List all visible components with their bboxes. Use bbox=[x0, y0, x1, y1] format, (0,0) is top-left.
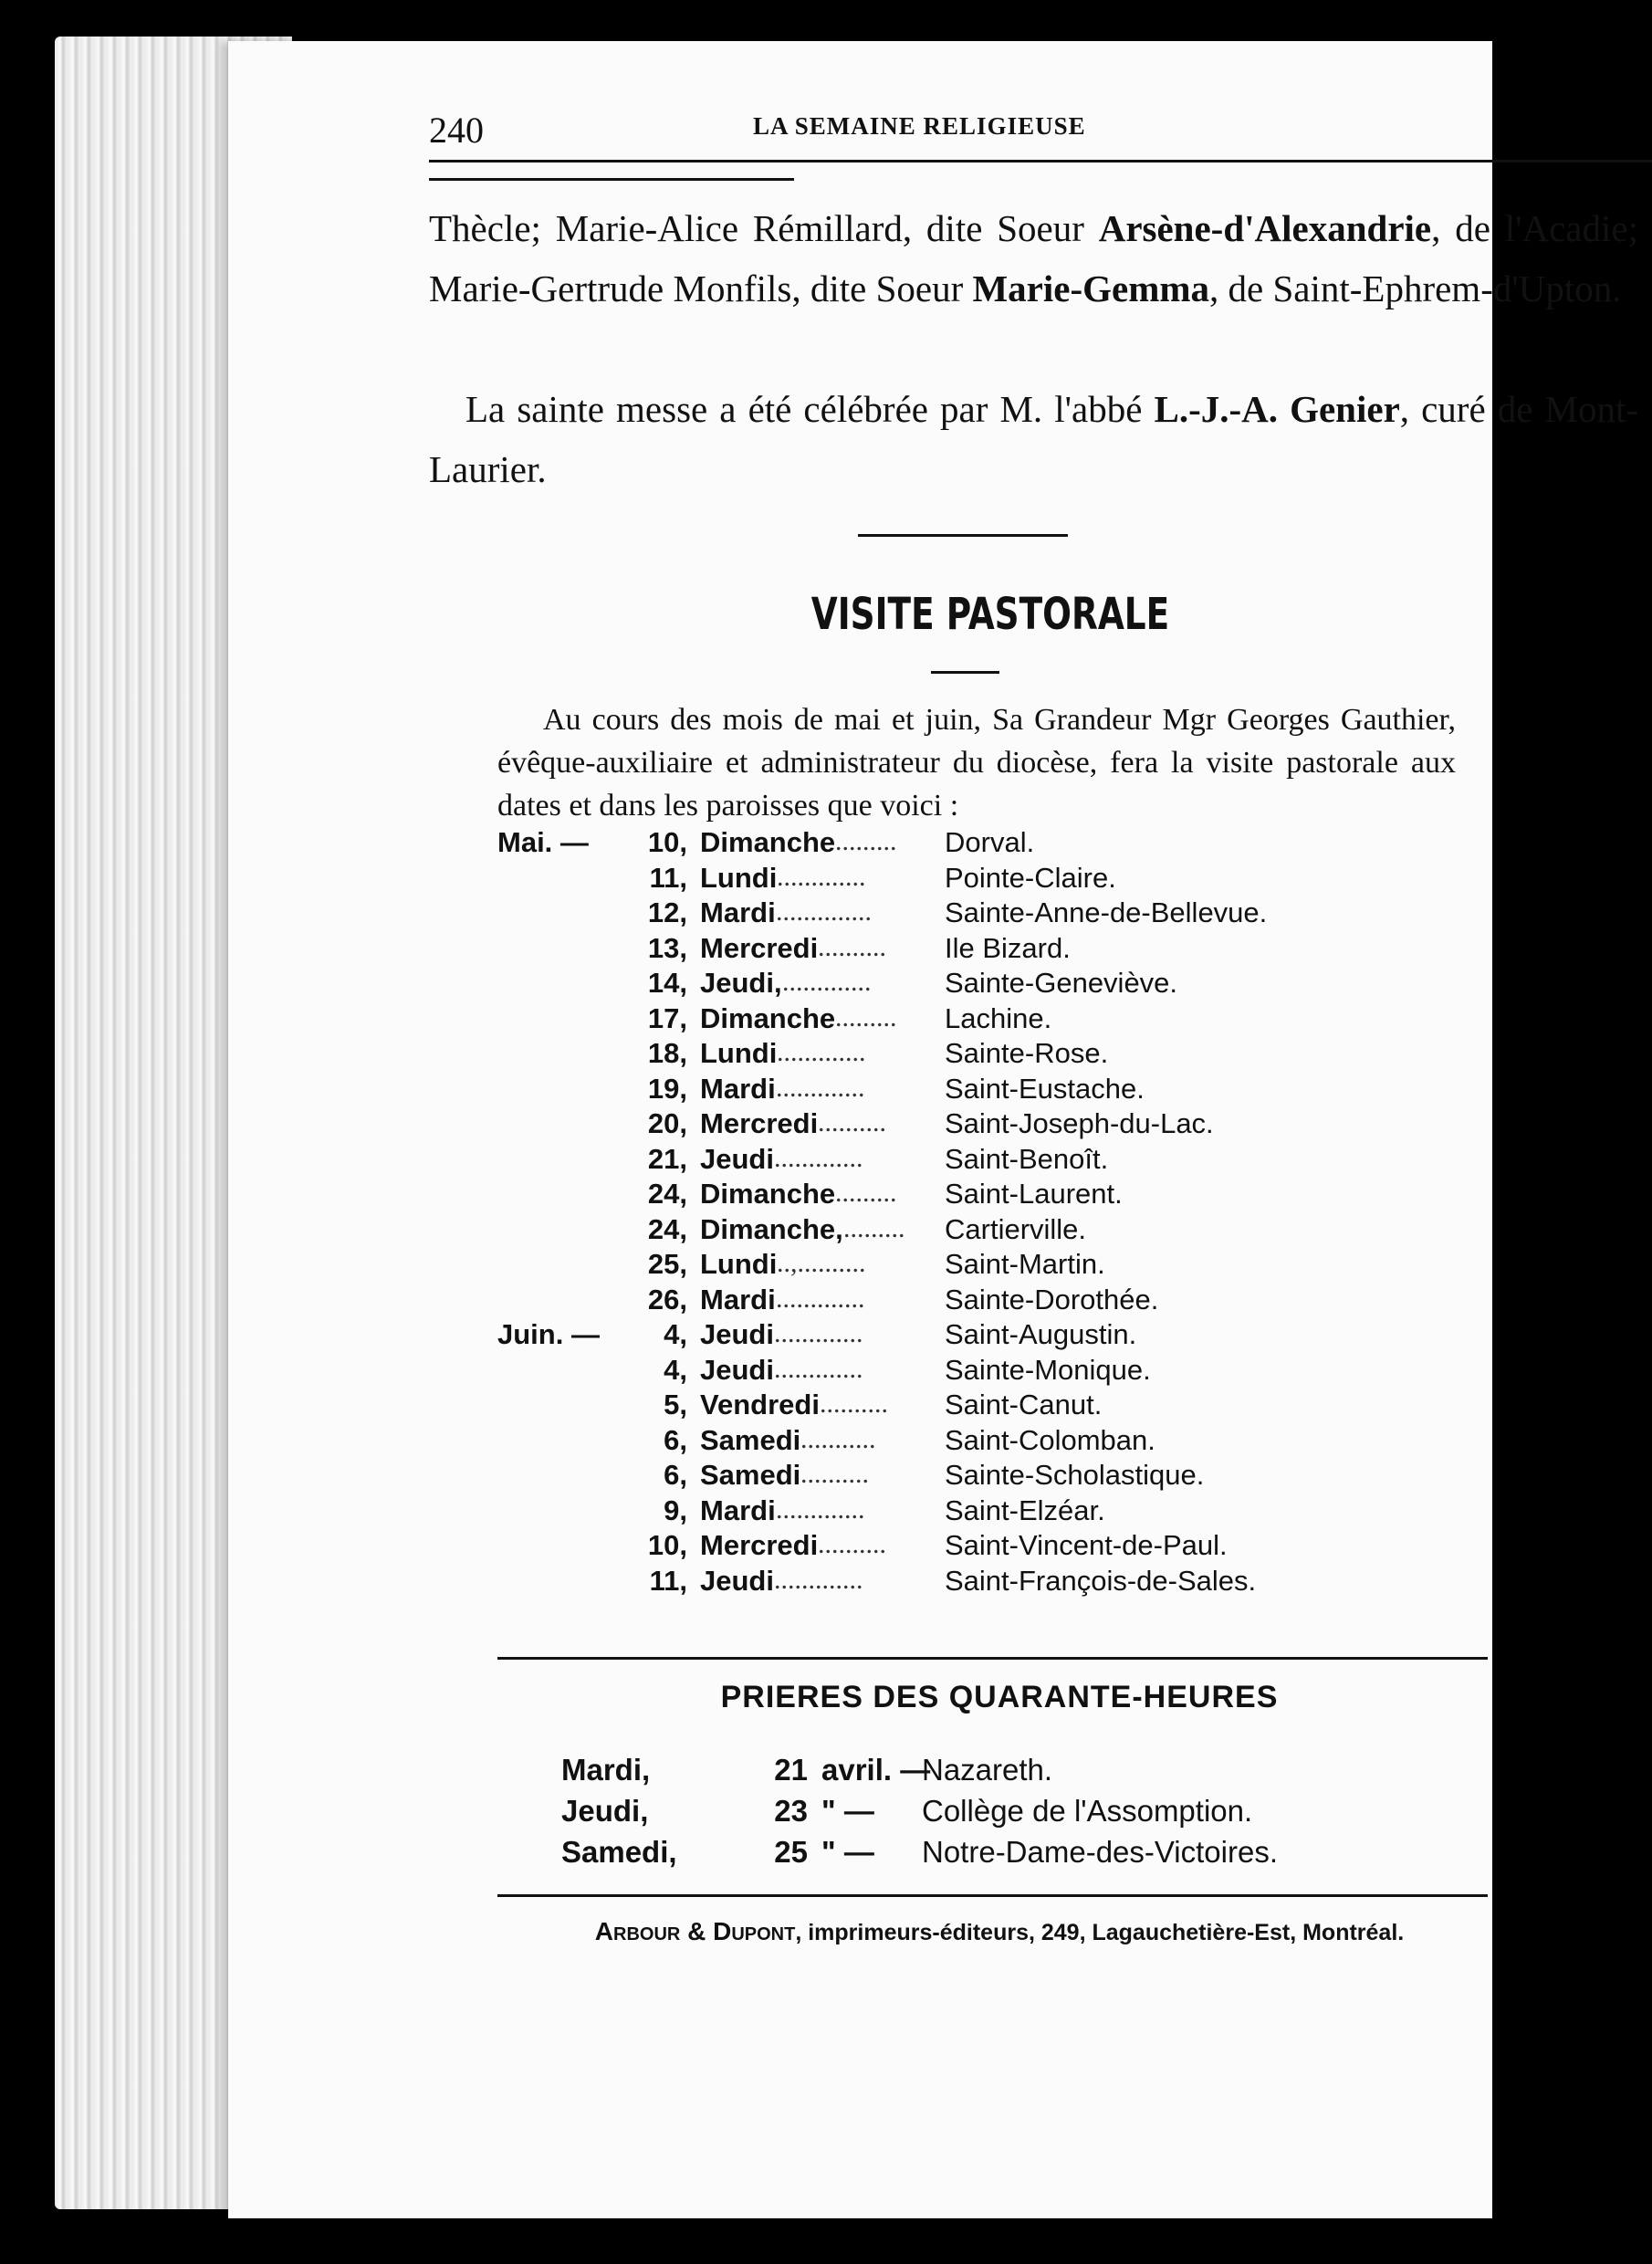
schedule-weekday: Mercredi bbox=[700, 931, 819, 964]
schedule-leader-dots: ............. bbox=[776, 1494, 865, 1525]
schedule-leader-dots: ......... bbox=[835, 1001, 897, 1032]
schedule-leader-dots: ............. bbox=[774, 1353, 863, 1384]
schedule-month: Mai. — bbox=[497, 826, 589, 858]
schedule-parish: Saint-Vincent-de-Paul. bbox=[945, 1529, 1228, 1561]
printer-footer bbox=[497, 1917, 1501, 1946]
schedule-parish: Sainte-Monique. bbox=[945, 1353, 1151, 1386]
schedule-leader-dots: ............. bbox=[774, 1564, 863, 1595]
schedule-leader-dots: ......... bbox=[835, 1178, 897, 1208]
schedule-day: 14, bbox=[647, 967, 687, 999]
mass-text-1: La sainte messe a été célébrée par M. l'abbé bbox=[465, 388, 1155, 430]
visite-intro bbox=[497, 698, 1456, 827]
schedule-parish: Saint-Augustin. bbox=[945, 1318, 1137, 1350]
schedule-day: 11, bbox=[649, 1564, 687, 1597]
schedule-month: Juin. — bbox=[497, 1318, 600, 1350]
schedule-weekday: Jeudi bbox=[700, 1318, 774, 1350]
continued-name-1: Arsène-d'Alexandrie bbox=[1098, 207, 1432, 249]
qh-place: Collège de l'Assomption. bbox=[922, 1794, 1253, 1828]
schedule-day: 26, bbox=[647, 1283, 687, 1315]
qh-day: 25 bbox=[774, 1835, 808, 1869]
schedule-weekday: Mercredi bbox=[700, 1529, 819, 1561]
schedule-parish: Saint-François-de-Sales. bbox=[945, 1564, 1257, 1597]
title-underline bbox=[931, 671, 999, 674]
schedule-day: 18, bbox=[647, 1037, 687, 1069]
continued-name-2: Marie-Gemma bbox=[972, 267, 1210, 309]
schedule-parish: Saint-Elzéar. bbox=[945, 1494, 1105, 1526]
schedule-leader-dots: ............. bbox=[774, 1318, 863, 1348]
schedule-parish: Lachine. bbox=[945, 1001, 1052, 1034]
schedule-bottom-rule bbox=[497, 1657, 1488, 1660]
printer-address: , imprimeurs-éditeurs, 249, Lagauchetière-Est, Montréal. bbox=[795, 1920, 1405, 1945]
schedule-parish: Dorval. bbox=[945, 826, 1035, 858]
schedule-weekday: Samedi bbox=[700, 1459, 801, 1491]
qh-month: avril. — bbox=[821, 1753, 931, 1787]
schedule-weekday: Jeudi bbox=[700, 1564, 774, 1597]
qh-weekday: Mardi, bbox=[561, 1753, 651, 1787]
schedule-leader-dots: ............. bbox=[774, 1142, 863, 1173]
schedule-day: 24, bbox=[647, 1212, 687, 1245]
schedule-parish: Saint-Eustache. bbox=[945, 1072, 1145, 1105]
continued-paragraph bbox=[429, 198, 1638, 319]
schedule-parish: Pointe-Claire. bbox=[945, 861, 1116, 894]
schedule-day: 19, bbox=[647, 1072, 687, 1105]
schedule-leader-dots: ......... bbox=[843, 1212, 905, 1243]
schedule-weekday: Vendredi bbox=[700, 1389, 820, 1420]
page-number: 240 bbox=[429, 110, 484, 151]
schedule-weekday: Lundi bbox=[700, 1248, 778, 1280]
running-title: LA SEMAINE RELIGIEUSE bbox=[753, 112, 1086, 140]
schedule-parish: Saint-Canut. bbox=[945, 1389, 1103, 1420]
schedule-parish: Saint-Martin. bbox=[945, 1248, 1105, 1280]
schedule-leader-dots: .......... bbox=[800, 1459, 869, 1489]
schedule-leader-dots: ............. bbox=[777, 861, 866, 892]
schedule-leader-dots: .......... bbox=[818, 1529, 886, 1559]
continued-text-1: Thècle; Marie-Alice Rémillard, dite Soeur bbox=[429, 207, 1099, 249]
running-header bbox=[429, 105, 1652, 162]
schedule-weekday: Jeudi, bbox=[700, 967, 782, 999]
schedule-parish: Sainte-Anne-de-Bellevue. bbox=[945, 896, 1268, 928]
schedule-leader-dots: ......... bbox=[835, 826, 897, 856]
schedule-day: 6, bbox=[664, 1459, 687, 1491]
schedule-weekday: Mardi bbox=[700, 1072, 776, 1105]
schedule-day: 24, bbox=[647, 1178, 687, 1210]
quarante-heures-title: PRIERES DES QUARANTE-HEURES bbox=[720, 1680, 1279, 1714]
qh-place: Nazareth. bbox=[922, 1753, 1053, 1787]
schedule-leader-dots: .............. bbox=[776, 896, 872, 927]
schedule-parish: Saint-Joseph-du-Lac. bbox=[945, 1107, 1214, 1139]
qh-day: 23 bbox=[774, 1794, 808, 1828]
schedule-day: 11, bbox=[649, 861, 687, 894]
schedule-parish: Sainte-Scholastique. bbox=[945, 1459, 1205, 1491]
schedule-weekday: Mardi bbox=[700, 1283, 776, 1315]
schedule-day: 21, bbox=[647, 1142, 687, 1175]
qh-weekday: Samedi, bbox=[561, 1835, 677, 1869]
schedule-leader-dots: .......... bbox=[820, 1389, 888, 1419]
schedule-day: 4, bbox=[664, 1318, 687, 1350]
schedule-day: 10, bbox=[647, 826, 687, 858]
schedule-day: 12, bbox=[647, 896, 687, 928]
mass-text-2: , curé de Mont-Laurier. bbox=[429, 388, 1638, 490]
schedule-weekday: Dimanche bbox=[700, 826, 836, 858]
continued-text-2: , de l'Acadie; Marie-Gertrude Monfils, dite Soeur bbox=[429, 207, 1638, 309]
schedule-weekday: Dimanche bbox=[700, 1178, 836, 1210]
schedule-weekday: Mardi bbox=[700, 1494, 776, 1526]
book-page bbox=[228, 41, 1638, 2218]
schedule-leader-dots: ............. bbox=[776, 1072, 865, 1103]
continued-text-3: , de Saint-Ephrem-d'Upton. bbox=[1209, 267, 1622, 309]
schedule-weekday: Jeudi bbox=[700, 1353, 774, 1386]
schedule-leader-dots: ............. bbox=[777, 1037, 866, 1067]
mass-celebrant: L.-J.-A. Genier bbox=[1154, 388, 1400, 430]
schedule-weekday: Mercredi bbox=[700, 1107, 819, 1139]
schedule-parish: Saint-Colomban. bbox=[945, 1423, 1155, 1456]
schedule-leader-dots: .......... bbox=[818, 1107, 886, 1137]
schedule-parish: Sainte-Dorothée. bbox=[945, 1283, 1159, 1315]
schedule-leader-dots: ............. bbox=[782, 967, 872, 997]
schedule-leader-dots: ............. bbox=[776, 1283, 865, 1314]
schedule-leader-dots: ..,.......... bbox=[777, 1248, 866, 1278]
schedule-day: 6, bbox=[664, 1423, 687, 1456]
mass-paragraph bbox=[429, 379, 1638, 499]
schedule-weekday: Jeudi bbox=[700, 1142, 774, 1175]
schedule-weekday: Dimanche bbox=[700, 1001, 836, 1034]
schedule-day: 13, bbox=[647, 931, 687, 964]
schedule-day: 25, bbox=[647, 1248, 687, 1280]
qh-month: " — bbox=[821, 1835, 874, 1869]
footer-rule bbox=[497, 1894, 1488, 1897]
schedule-weekday: Samedi bbox=[700, 1423, 801, 1456]
schedule-day: 20, bbox=[647, 1107, 687, 1139]
qh-month: " — bbox=[821, 1794, 874, 1828]
schedule-weekday: Lundi bbox=[700, 1037, 778, 1069]
schedule-parish: Ile Bizard. bbox=[945, 931, 1071, 964]
printer-name: Arbour & Dupont bbox=[594, 1917, 796, 1945]
schedule-day: 5, bbox=[664, 1389, 687, 1420]
schedule-weekday: Lundi bbox=[700, 861, 778, 894]
schedule-leader-dots: .......... bbox=[818, 931, 886, 962]
qh-weekday: Jeudi, bbox=[561, 1794, 649, 1828]
schedule-day: 9, bbox=[664, 1494, 687, 1526]
schedule-day: 17, bbox=[647, 1001, 687, 1034]
schedule-day: 10, bbox=[647, 1529, 687, 1561]
schedule-parish: Saint-Benoît. bbox=[945, 1142, 1109, 1175]
schedule-weekday: Mardi bbox=[700, 896, 776, 928]
section-separator bbox=[858, 534, 1068, 537]
visite-title: VISITE PASTORALE bbox=[810, 589, 1170, 640]
header-short-rule bbox=[429, 178, 794, 181]
schedule-parish: Saint-Laurent. bbox=[945, 1178, 1123, 1210]
schedule-parish: Sainte-Rose. bbox=[945, 1037, 1109, 1069]
schedule-parish: Sainte-Geneviève. bbox=[945, 967, 1178, 999]
schedule-weekday: Dimanche, bbox=[700, 1212, 843, 1245]
schedule-parish: Cartierville. bbox=[945, 1212, 1087, 1245]
visite-intro-text: Au cours des mois de mai et juin, Sa Grandeur Mgr Georges Gauthier, évêque-auxiliaire et administrateur du diocèse, fera la visite pastorale aux dates et dans les paroisses que voici : bbox=[497, 703, 1456, 823]
qh-day: 21 bbox=[774, 1753, 808, 1787]
qh-place: Notre-Dame-des-Victoires. bbox=[922, 1835, 1279, 1869]
schedule-leader-dots: ........... bbox=[800, 1423, 876, 1454]
schedule-day: 4, bbox=[664, 1353, 687, 1386]
